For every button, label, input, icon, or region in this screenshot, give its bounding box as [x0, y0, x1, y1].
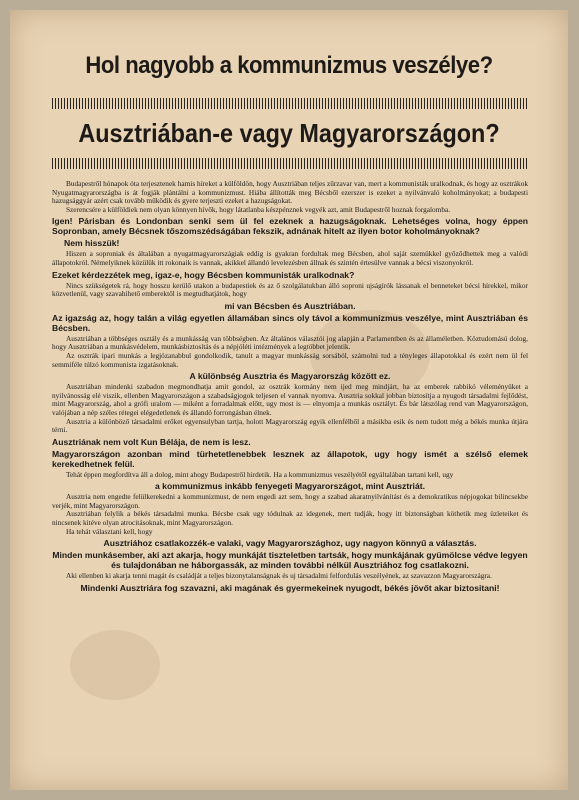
bold-statement: A különbség Ausztria és Magyarország között ez. [189, 371, 391, 382]
body-paragraph: Ausztria nem engedte felülkerekedni a kommunizmust, de nem engedi azt sem, hogy a szabad akaratnyilvánítást és a demokratikus népjogokat bilincsekbe verjék, mint Magyarországon. [52, 492, 528, 510]
body-paragraph: Nincs szükségetek rá, hogy hosszu kerülő utakon a budapestiek és az ő szolgálatukban álló soproni ujságírók lássanak el benneteket bécsi hírekkel, mikor közvetlenül, vagy szavahihető emberektől is megtudhatjátok, hogy [52, 280, 528, 299]
stain [70, 630, 160, 700]
body-paragraph: Az osztrák ipari munkás a legjózanabbul gondolkodik, tanult a magyar munkásság sorsából, számolni tud a tényleges állapotokkal és ezért nem ül fel semmiféle túlzó kommunista izgatásoknak. [52, 350, 528, 369]
body-paragraph: Ausztriában mindenki szabadon megmondhatja amit gondol, az osztrák kormány nem ijed meg mindjárt, ha az emberek rabbikó véleményüket a nyilvánosság elé viszik, ellenben Magyarországon a szabadságjogok teljesen el vannak nyomva. Ausztria sokkal jobban biztosítja a nyugodt társadalmi fejlődést, mint Magyarország, ahol a grófi uralom — miként a forradalmak előtt, ugy most is — elnyomja a munkás osztályt. És bár látszólag rend van Magyarországon, valójában a nép széles rétegei elégedetlenek és állandó forrongásban élnek. [52, 382, 528, 417]
body-paragraph: Szerencsére a külföldiek nem olyan könnyen hívők, hogy látatlanba készpénznek vegyék azt, amit Budapestről hoznak forgalomba. [66, 204, 451, 214]
bold-statement: Ausztriához csatlakozzék-e valaki, vagy Magyarországhoz, ugy nagyon könnyű a választás. [103, 538, 477, 549]
body-paragraph: Aki ellenben ki akarja tenni magát és családját a teljes bizonytalanságnak és uj társadalmi felfordulás veszélyének, az szavazzon Magyarországra. [66, 571, 492, 581]
body-paragraph: Ha tehát választani kell, hogy [66, 526, 153, 536]
bold-statement: Ezeket kérdezzétek meg, igaz-e, hogy Bécsben kommunisták uralkodnak? [52, 269, 355, 280]
body-paragraph: Hiszen a soproniak és általában a nyugatmagyarországiak eddig is gyakran fordultak meg Bécsben, ahol saját szemükkel győződhettek meg a valódi állapotokról. Némelyiknek közülük itt rokonaik is vannak, akikkel állandó levelezésben állnak és szintén értesülve vannak a bécsi viszonyokról. [52, 249, 528, 267]
bold-statement: Nem hisszük! [64, 238, 120, 249]
bold-statement: Az igazság az, hogy talán a világ egyetlen államában sincs oly távol a kommunizmus veszélye, mint Ausztriában és Bécsben. [52, 312, 528, 333]
body-paragraph: Budapestről hónapok óta terjesztenek hamis híreket a külföldön, hogy Ausztriában teljes zűrzavar van, mert a kommunisták uralkodnak, és hogy az osztrákok Nyugatmagyarországba is át fogják plántálni a kommunizmust. Hiába állították meg Bécsből ezerszer is ezeket a nyilvánvaló koholmányokat; a budapesti hazugsággyár azért csak tovább működik és gyere terjeszti ezeket a hazugságokat. [52, 179, 528, 206]
bold-statement: Magyarországon azonban mind türhetetlenebbek lesznek az állapotok, ugy hogy ismét a szélső elemek kerekedhetnek felül. [52, 448, 528, 469]
poster-sheet [10, 10, 568, 790]
body-paragraph: Tehát éppen megfordítva áll a dolog, mint ahogy Budapestről hirdetik. Ha a kommunizmus veszélyétől egyáltalában tartani kell, ugy [66, 469, 454, 479]
hatched-rule [52, 158, 528, 169]
bold-statement: a kommunizmus inkább fenyegeti Magyarországot, mint Ausztriát. [155, 481, 425, 492]
bold-statement: Igen! Párisban és Londonban senki sem ül fel ezeknek a hazugságoknak. Lehetséges volna, hogy éppen Sopronban, amely Bécsnek tőszomszédságában fekszik, adnának hitelt az ilyen botor koholmányoknak? [52, 216, 528, 237]
hatched-rule [52, 98, 528, 109]
bold-statement: Minden munkásember, aki azt akarja, hogy munkáját tiszteletben tartsák, hogy munkájának gyümölcse védve legyen és tulajdonában ne háborgassák, az minden további nélkül Ausztriához fog csatlakozni. [52, 550, 528, 571]
body-paragraph: Ausztriában felylik a békés társadalmi munka. Bécsbe csak ugy tódulnak az idegenek, mert tudják, hogy itt biztonságban köthetik meg üzleteiket és nincsenek kitéve olyan atrocitásoknak, mint Magyarországon. [52, 509, 528, 528]
headline-primary: Hol nagyobb a kommunizmus veszélye? [85, 52, 493, 79]
bold-statement: mi van Bécsben és Ausztriában. [224, 300, 356, 311]
poster-body [52, 180, 528, 595]
headline-secondary: Ausztriában-e vagy Magyarországon? [78, 118, 500, 148]
body-paragraph: Ausztria a különböző társadalmi erőket egyensulyban tartja, holott Magyarország egyik ellenfélből a másikba esik és nem tudott még a békés munka útjára térni. [52, 416, 528, 435]
bold-statement: Ausztriának nem volt Kun Bélája, de nem is lesz. [52, 436, 251, 447]
bold-statement: Mindenki Ausztriára fog szavazni, aki magának és gyermekeinek nyugodt, békés jövőt akar biztositani! [80, 582, 500, 593]
body-paragraph: Ausztriában a többséges osztály és a munkásság van többségben. Az általános választói jog alapján a Parlamentben és az államéletben. Köztudomású dolog, hogy Ausztriában a munkásvédelem, munkásbiztosítás és a népjóléti intézmények a legtöbbet jelentik. [52, 333, 528, 352]
